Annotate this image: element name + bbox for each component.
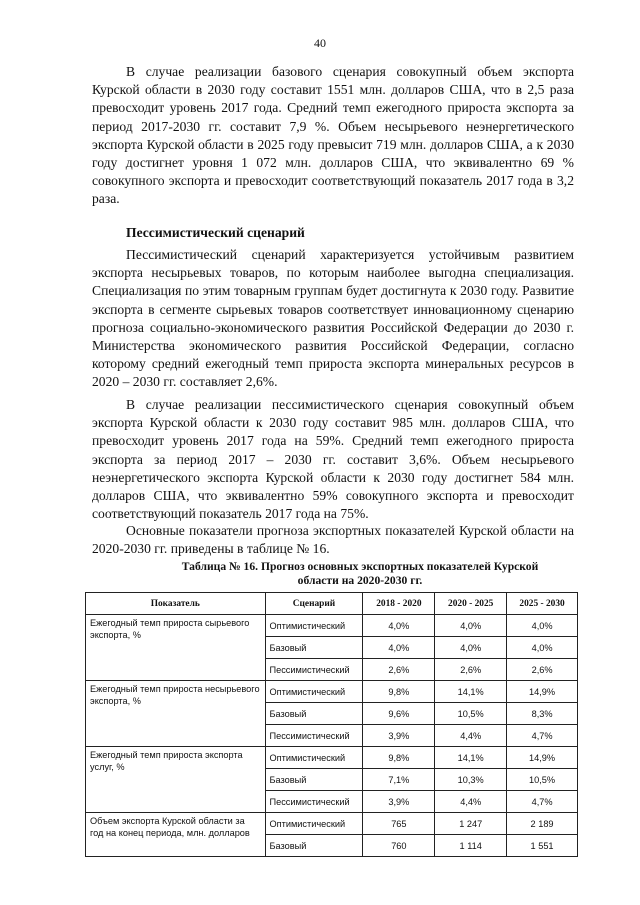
paragraph-text: Пессимистический сценарий характеризуется устойчивым развитием экспорта несырьевых товаров, по которым наиболее выгодна специализация. Специализация по этим товарным группам будет достигнута к 2030 году. Развитие экспорта в сегменте сырьевых товаров соответствует инновационному сценарию прогноза социально-экономического развития Российской Федерации до 2030 г. Министерства экономического развития Российской Федерации, согласно которому средний ежегодный темп прироста экспорта минеральных ресурсов в 2020 – 2030 гг. составляет 2,6%. — [92, 247, 574, 390]
value-cell: 14,1% — [435, 681, 507, 703]
value-cell: 14,9% — [507, 681, 578, 703]
value-cell: 14,1% — [435, 747, 507, 769]
paragraph-pessimistic-results — [92, 396, 574, 523]
value-cell: 8,3% — [507, 703, 578, 725]
value-cell: 3,9% — [363, 725, 435, 747]
scenario-cell: Базовый — [265, 637, 363, 659]
scenario-cell: Оптимистический — [265, 813, 363, 835]
paragraph-base-scenario — [92, 63, 574, 209]
header-period-2025-2030: 2025 - 2030 — [507, 593, 578, 615]
scenario-cell: Пессимистический — [265, 791, 363, 813]
value-cell: 2,6% — [363, 659, 435, 681]
value-cell: 4,4% — [435, 725, 507, 747]
paragraph-pessimistic-description — [92, 246, 574, 392]
page-number: 40 — [314, 36, 326, 50]
paragraph-text: Основные показатели прогноза экспортных показателей Курской области на 2020-2030 гг. приведены в таблице № 16. — [92, 523, 574, 557]
value-cell: 4,4% — [435, 791, 507, 813]
scenario-cell: Пессимистический — [265, 659, 363, 681]
paragraph-text: В случае реализации базового сценария совокупный объем экспорта Курской области в 2030 году составит 1551 млн. долларов США, что в 2,5 раза превосходит уровень 2017 года. Средний темп ежегодного прироста экспорта за период 2017-2030 гг. составит 7,9 %. Объем несырьевого неэнергетического экспорта Курской области в 2025 году превысит 719 млн. долларов США, а к 2030 году достигнет уровня 1 072 млн. долларов США, что эквивалентно 69 % совокупного экспорта и превосходит соответствующий показатель 2017 года в 3,2 раза. — [92, 64, 574, 207]
value-cell: 1 551 — [507, 835, 578, 857]
header-period-2020-2025: 2020 - 2025 — [435, 593, 507, 615]
value-cell: 4,0% — [507, 637, 578, 659]
indicator-cell: Ежегодный темп прироста несырьевого экспорта, % — [86, 681, 266, 747]
value-cell: 10,3% — [435, 769, 507, 791]
value-cell: 4,7% — [507, 791, 578, 813]
table-header-row — [86, 593, 578, 615]
indicator-cell: Объем экспорта Курской области за год на конец периода, млн. долларов — [86, 813, 266, 857]
scenario-cell: Оптимистический — [265, 615, 363, 637]
header-scenario: Сценарий — [265, 593, 363, 615]
table-row — [86, 813, 578, 835]
value-cell: 4,7% — [507, 725, 578, 747]
value-cell: 7,1% — [363, 769, 435, 791]
paragraph-text: В случае реализации пессимистического сценария совокупный объем экспорта Курской области к 2030 году составит 985 млн. долларов США, что превосходит уровень 2017 года на 59%. Средний темп ежегодного прироста экспорта за период 2017 – 2030 гг. составит 3,6%. Объем несырьевого неэнергетического экспорта Курской области к 2030 году достигнет 584 млн. долларов США, что эквивалентно 59% совокупного экспорта и превосходит соответствующий показатель 2017 года на 75%. — [92, 397, 574, 522]
value-cell: 3,9% — [363, 791, 435, 813]
value-cell: 2 189 — [507, 813, 578, 835]
scenario-cell: Базовый — [265, 769, 363, 791]
value-cell: 4,0% — [435, 637, 507, 659]
value-cell: 760 — [363, 835, 435, 857]
scenario-cell: Базовый — [265, 835, 363, 857]
table-row — [86, 747, 578, 769]
value-cell: 2,6% — [435, 659, 507, 681]
paragraph-table-reference — [92, 522, 574, 558]
value-cell: 4,0% — [507, 615, 578, 637]
value-cell: 14,9% — [507, 747, 578, 769]
value-cell: 4,0% — [435, 615, 507, 637]
section-heading: Пессимистический сценарий — [126, 225, 305, 240]
value-cell: 4,0% — [363, 637, 435, 659]
indicator-cell: Ежегодный темп прироста экспорта услуг, % — [86, 747, 266, 813]
scenario-cell: Оптимистический — [265, 681, 363, 703]
value-cell: 765 — [363, 813, 435, 835]
indicator-cell: Ежегодный темп прироста сырьевого экспорта, % — [86, 615, 266, 681]
value-cell: 9,8% — [363, 681, 435, 703]
value-cell: 1 247 — [435, 813, 507, 835]
value-cell: 2,6% — [507, 659, 578, 681]
table-row — [86, 681, 578, 703]
scenario-cell: Оптимистический — [265, 747, 363, 769]
header-period-2018-2020: 2018 - 2020 — [363, 593, 435, 615]
value-cell: 10,5% — [507, 769, 578, 791]
value-cell: 10,5% — [435, 703, 507, 725]
value-cell: 9,8% — [363, 747, 435, 769]
scenario-cell: Базовый — [265, 703, 363, 725]
forecast-table — [85, 592, 578, 857]
table-row — [86, 615, 578, 637]
table-caption: Таблица № 16. Прогноз основных экспортных показателей Курской области на 2020-2030 гг. — [181, 560, 539, 587]
value-cell: 9,6% — [363, 703, 435, 725]
header-indicator: Показатель — [86, 593, 266, 615]
value-cell: 1 114 — [435, 835, 507, 857]
value-cell: 4,0% — [363, 615, 435, 637]
scenario-cell: Пессимистический — [265, 725, 363, 747]
